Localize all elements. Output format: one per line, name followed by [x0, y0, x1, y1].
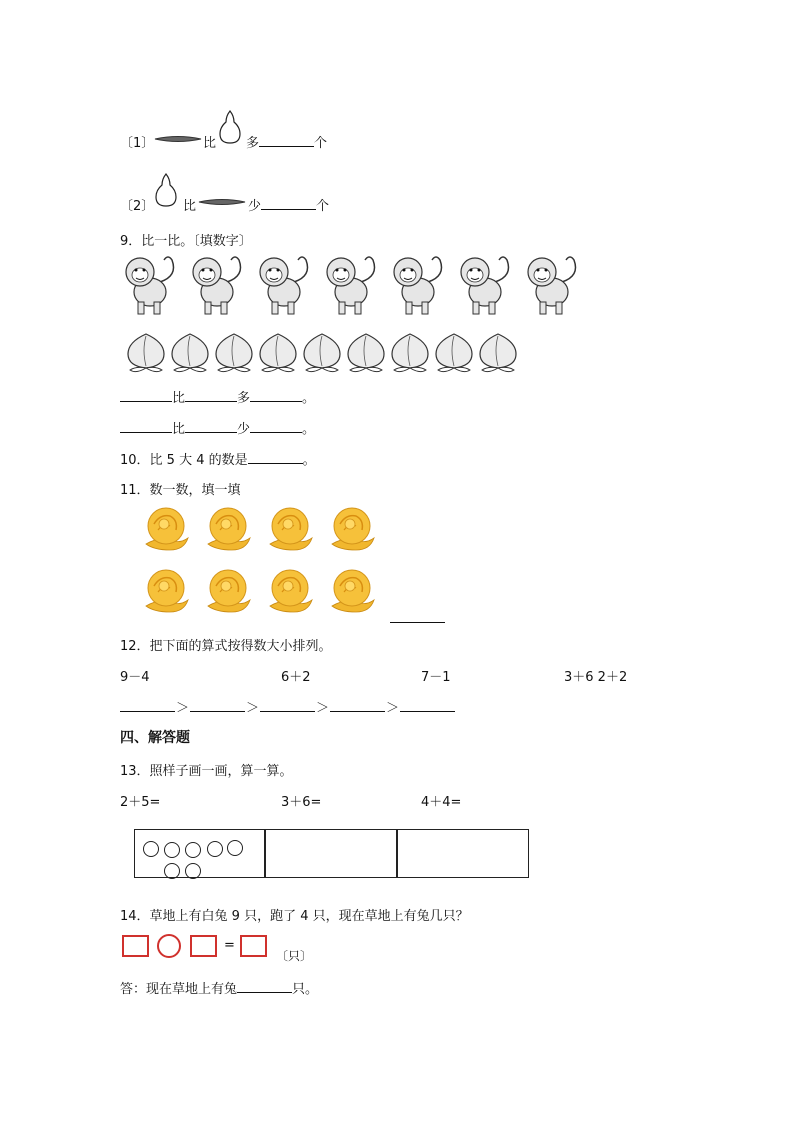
q9-row1-bi: 比 [172, 391, 186, 406]
flower-icon [140, 500, 192, 552]
q14-unit: 〔只〕 [276, 949, 313, 963]
circle [207, 841, 223, 857]
q9-row2-blank1[interactable] [120, 420, 172, 433]
q10-end: 。 [302, 453, 316, 468]
q13-drawing-box-2[interactable] [265, 829, 397, 878]
pear-icon [217, 110, 243, 144]
q9-row2-end: 。 [302, 422, 316, 437]
q9-row1-duo: 多 [237, 391, 251, 406]
circle [164, 863, 180, 879]
monkey-icon [455, 252, 515, 316]
q8-line1 [120, 132, 154, 151]
q12-expr4: 3＋6 2＋2 [564, 670, 628, 685]
q9-row2-bi: 比 [172, 422, 186, 437]
q9-row1-blank1[interactable] [120, 389, 172, 402]
peach-icon [344, 330, 390, 376]
q14-answer [120, 978, 318, 997]
q9-row2 [120, 418, 315, 437]
q8-line2-bi: 比 [183, 199, 197, 214]
q12-expr3: 7－1 [421, 670, 451, 685]
q9-row1-blank3[interactable] [250, 389, 302, 402]
q13-drawing-box-3[interactable] [397, 829, 529, 878]
q8-line1-number: 〔1〕 [120, 136, 155, 151]
peach-icon [256, 330, 302, 376]
q8-line2-ge: 个 [316, 199, 330, 214]
q14-result-box[interactable] [240, 935, 267, 957]
q9-title: 9．比一比。〔填数字〕 [120, 234, 252, 249]
circle [185, 842, 201, 858]
q14-answer-prefix: 答：现在草地上有兔 [120, 982, 238, 997]
q8-line1-rest [246, 132, 327, 151]
q13-eq2: 3＋6= [281, 795, 322, 810]
q12-blank1[interactable] [120, 699, 175, 712]
q13-example-box [134, 829, 265, 878]
peach-row [124, 330, 544, 378]
q8-line2-number: 〔2〕 [120, 199, 155, 214]
q11-blank[interactable] [390, 610, 445, 623]
q14-answer-blank[interactable] [237, 980, 292, 993]
q11-title: 11．数一数，填一填 [120, 483, 241, 498]
circle [185, 863, 201, 879]
flower-icon [264, 500, 316, 552]
q14-answer-suffix: 只。 [292, 982, 319, 997]
q8-line1-ge: 个 [314, 136, 328, 151]
flower-icon [264, 562, 316, 614]
q9-row1-blank2[interactable] [185, 389, 237, 402]
monkey-icon [388, 252, 448, 316]
peach-icon [476, 330, 522, 376]
banana-icon [197, 196, 247, 208]
q12-gt2: ＞ [246, 701, 260, 716]
flower-grid [140, 500, 390, 620]
q8-line1-blank[interactable] [259, 134, 314, 147]
q8-line1-bi: 比 [203, 136, 217, 151]
q8-line2-blank[interactable] [261, 197, 316, 210]
peach-icon [168, 330, 214, 376]
monkey-icon [187, 252, 247, 316]
q14-number-box-1[interactable] [122, 935, 149, 957]
q14-operator-circle[interactable] [157, 934, 181, 958]
q9-row1-end: 。 [302, 391, 316, 406]
peach-icon [212, 330, 258, 376]
peach-icon [300, 330, 346, 376]
peach-icon [432, 330, 478, 376]
flower-icon [326, 562, 378, 614]
q9-row2-shao: 少 [237, 422, 251, 437]
flower-icon [202, 500, 254, 552]
q12-blank3[interactable] [260, 699, 315, 712]
circle [227, 840, 243, 856]
circle [143, 841, 159, 857]
q12-order-row [120, 697, 455, 716]
q11-answer [390, 610, 445, 627]
flower-icon [326, 500, 378, 552]
q10-blank[interactable] [248, 451, 303, 464]
q12-title: 12．把下面的算式按得数大小排列。 [120, 639, 332, 654]
q8-line2 [120, 195, 154, 214]
peach-icon [388, 330, 434, 376]
q12-expr2: 6＋2 [281, 670, 311, 685]
q12-blank2[interactable] [190, 699, 245, 712]
monkey-icon [321, 252, 381, 316]
q9-row1 [120, 387, 315, 406]
monkey-icon [254, 252, 314, 316]
flower-icon [140, 562, 192, 614]
q13-eq1: 2＋5= [120, 795, 161, 810]
monkey-row [120, 252, 590, 318]
monkey-icon [522, 252, 582, 316]
monkey-icon [120, 252, 180, 316]
q10 [120, 449, 316, 468]
q14-equals: = [224, 938, 235, 953]
q8-line1-duo: 多 [246, 136, 260, 151]
banana-icon [153, 133, 203, 145]
q10-text: 10．比 5 大 4 的数是 [120, 453, 248, 468]
q12-expr1: 9－4 [120, 670, 150, 685]
q8-line2-rest [248, 195, 329, 214]
q9-row2-blank2[interactable] [185, 420, 237, 433]
circle [164, 842, 180, 858]
section-heading: 四、解答题 [120, 730, 190, 746]
q12-gt4: ＞ [386, 701, 400, 716]
q13-title: 13．照样子画一画，算一算。 [120, 764, 293, 779]
q13-eq3: 4＋4= [421, 795, 462, 810]
q12-gt1: ＞ [176, 701, 190, 716]
pear-icon [153, 173, 179, 207]
q14-title: 14．草地上有白兔 9 只，跑了 4 只，现在草地上有兔几只？ [120, 909, 469, 924]
q14-number-box-2[interactable] [190, 935, 217, 957]
q9-row2-blank3[interactable] [250, 420, 302, 433]
q12-gt3: ＞ [316, 701, 330, 716]
q12-blank5[interactable] [400, 699, 455, 712]
flower-icon [202, 562, 254, 614]
peach-icon [124, 330, 170, 376]
q8-line2-shao: 少 [248, 199, 262, 214]
q12-blank4[interactable] [330, 699, 385, 712]
